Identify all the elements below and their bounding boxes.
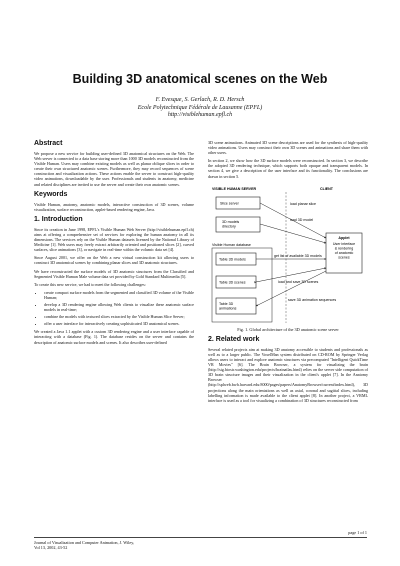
table-scenes-label: Table 3D scenes [219, 280, 246, 285]
body-paragraph: In section 2, we show how the 3D surface models were reconstructed. In section 3, we describe the adopted 3D rendering technique, which supports both opaque and transparent models. In section 4, we give a description of the user interface and its functionality. The conclusions are drawn in section 5. [208, 158, 368, 179]
list-item: • develop a 3D rendering engine allowing Web clients to visualize these anatomic surface models in real-time; [44, 302, 194, 312]
architecture-figure [208, 183, 368, 325]
keywords-heading: Keywords [34, 190, 68, 198]
table-animations-line: animations [219, 306, 237, 311]
intro-paragraph: Since August 2001, we offer on the Web a new virtual construction kit allowing users to construct 3D anatomical scenes by combining planar slices and 3D anatomic structures. [34, 255, 194, 266]
applet-desc-line: scenes [338, 255, 350, 260]
list-item: • combine the models with textured slices extracted by the Visible Human Slice Server; [44, 314, 194, 319]
figure-caption: Fig. 1. Global architecture of the 3D anatomic scene server [237, 326, 339, 332]
related-work-heading: 2. Related work [208, 335, 260, 343]
footer-rule [34, 537, 367, 538]
journal-reference [34, 540, 134, 550]
journal-volume: Vol 13, 2002, 43-52 [34, 545, 68, 551]
right-column [208, 140, 368, 406]
list-item: • create compact surface models from the segmented and classified 3D volume of the Visible Human; [44, 290, 194, 300]
arrow-get-list-label: get list of available 3D models [274, 253, 322, 258]
left-column [34, 140, 194, 348]
arrow-load-model-label: load 3D model [290, 217, 314, 222]
intro-paragraph: We have reconstructed the surface models of 3D anatomic structures from the Classified and Segmented Visible Human Male volume data set provided by Gold Standard Multimedia [5]. [34, 268, 194, 279]
database-label: Visible Human database [212, 242, 251, 247]
author-url[interactable]: http://visiblehuman.epfl.ch [167, 112, 233, 119]
server-label: VISIBLE HUMAN SERVER [212, 186, 257, 191]
abstract-heading: Abstract [34, 140, 63, 147]
applet-label: Applet [338, 235, 350, 240]
introduction-heading: 1. Introduction [34, 215, 83, 223]
body-paragraph: 3D scene animations. Animated 3D scene descriptions are used for the synthesis of high-quality video animations. Users may construct their own 3D scenes and animations and share them with other users. [208, 140, 368, 156]
client-label: CLIENT [320, 186, 333, 191]
models-directory-line: 3D models [222, 219, 240, 224]
table-animations-line: Table 3D [219, 301, 234, 306]
challenge-list [34, 290, 194, 327]
keywords-text: Visible Human, anatomy, anatomic models, interactive construction of 3D scenes, volume visualization, surface reconstruction, applet-based rendering engine, Java. [34, 201, 194, 212]
intro-paragraph: We created a Java 1.1 applet with a custom 3D rendering engine and a user interface capable of interacting with a database (Fig. 1). The database resides on the server and contains the description of anatomic surface models and scenes. It also describes user-defined [34, 329, 194, 345]
arrow-load-model [260, 224, 326, 243]
list-item: • offer a user interface for interactively creating sophisticated 3D anatomical scenes. [44, 321, 194, 326]
abstract-text: We propose a new service for building user-defined 3D anatomical structures on the Web. The Web server is connected to a data base storing more than 1000 3D models reconstructed from the Visible Human. Users may combine existing models as well as planar oblique slices in order to create their own structured anatomic scenes. Furthermore, they may record sequences of scene construction and visualization actions. These actions enable the server to construct high-quality video animations, downloadable by the user. Professionals and students in anatomy, medicine and related disciplines are invited to use the server and create their own anatomic scenes. [34, 151, 194, 187]
author-block [0, 97, 400, 120]
arrow-load-slice-label: load planar slice [290, 201, 316, 206]
applet-desc-line: User interface [332, 241, 356, 246]
journal-name: Journal of Visualization and Computer Animation, J. Wiley, [34, 540, 135, 545]
table-models-label: Table 3D models [219, 257, 246, 262]
intro-paragraph: Since its creation in June 1998, EPFL's Visible Human Web Server (http://visiblehuman.epfl.ch) aims at offering a comprehensive set of services for exploring the human anatomy in all its dimensions. The services rely on the Visible Human datasets licensed by the National Library of Medicine [1]. Web users may freely extract arbitrarily oriented and positioned slices [2], curved surfaces, slice animations [3], or navigate in real-time within the volumic data set [4]. [34, 226, 194, 253]
paper-title: Building 3D anatomical scenes on the Web [72, 72, 328, 86]
applet-desc-line: & rendering [334, 246, 354, 251]
arrow-save-animations-label: save 3D animation sequences [288, 297, 337, 302]
architecture-diagram [208, 183, 368, 325]
author-names: F. Evesque, S. Gerlach, R. D. Hersch [155, 97, 245, 103]
slice-server-label: Slice server [220, 201, 239, 206]
related-work-text: Several related projects aim at making 3D anatomy accessible to students and professionals as well as to a larger public. The VoxelMan system distributed on CD-ROM by Springer Verlag allows users to interact and explore anatomic structures via precomputed "Intelligent QuickTime VR Movies" [6]. The Brain Browser, a system for visualizing the brain (http://sig.biostr.washington.edu/projects/brainatlas.html) relies on the server side computation of 3D brain structure images and their visualization in the client's applet [7]. In the Anatomy Browser (http://splweb.bwh.harvard.edu:8000/pages/papers/AnatomyBrowser/current/index.html), 3D projections along the main orientations as well as axial, coronal and sagittal slices, including labelling information is made available to the client applet [8]. In another project, a VRML interface is used as a tool for visualizing a combination of 3D structures reconstructed from [208, 346, 368, 403]
page-number: page 1 of 1 [348, 530, 367, 535]
models-directory-line: directory [222, 224, 236, 229]
author-affiliation: Ecole Polytechnique Fédérale de Lausanne (EPFL) [137, 104, 263, 111]
applet-desc-line: of anatomic [334, 250, 354, 255]
arrow-load-save-label: load and save 3D scenes [278, 279, 319, 284]
intro-paragraph: To create this new service, we had to meet the following challenges: [34, 281, 146, 287]
